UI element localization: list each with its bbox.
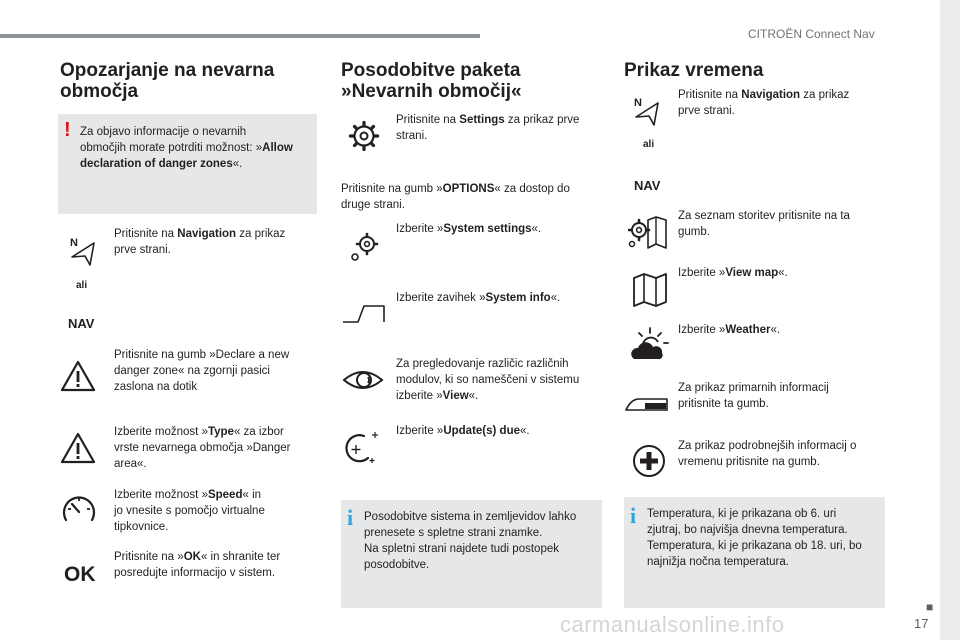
step-speed: Izberite možnost »Speed« in jo vnesite s pomočjo virtualne tipkovnice. — [114, 489, 265, 533]
warning-icon: ! — [64, 119, 71, 141]
warning-triangle-icon — [60, 432, 96, 464]
navigation-arrow-icon — [68, 235, 98, 267]
step-system-info: Izberite zavihek »System info«. — [396, 292, 561, 304]
ali-label: ali — [643, 139, 655, 150]
step-settings: Pritisnite na Settings za prikaz prve strani. — [396, 114, 580, 142]
system-settings-icon — [348, 232, 380, 264]
header-title: CITROËN Connect Nav — [748, 27, 875, 41]
step-navigation: Pritisnite na Navigation za prikaz prve strani. — [114, 228, 286, 256]
nav-button-label: NAV — [634, 178, 661, 193]
step-navigation-weather: Pritisnite na Navigation za prikaz prve strani. — [678, 89, 850, 117]
warning-text: Za objavo informacije o nevarnih območjih morate potrditi možnost: »Allow declaration of danger zones«. — [80, 126, 293, 170]
step-view-modules: Za pregledovanje različic različnih modulov, ki so nameščeni v sistemu izberite »View«. — [396, 358, 580, 402]
tab-icon — [342, 302, 386, 326]
services-map-icon — [628, 216, 668, 250]
top-rule — [0, 34, 480, 38]
nav-button-label: NAV — [68, 316, 95, 331]
section-title-danger-zones: Opozarjanje na nevarna območja — [60, 60, 275, 102]
info-icon: i — [347, 505, 354, 530]
step-type: Izberite možnost »Type« za izbor vrste nevarnega območja »Danger area«. — [114, 426, 291, 470]
watermark: carmanualsonline.info — [560, 612, 785, 637]
options-paragraph: Pritisnite na gumb »OPTIONS« za dostop do druge strani. — [341, 183, 570, 211]
info-icon: i — [630, 503, 637, 528]
info-text-temperature: Temperatura, ki je prikazana ob 6. uri zjutraj, bo najvišja dnevna temperatura. Temperatura, ki je prikazana ob 18. uri, bo najnižja nočna temperatura. — [647, 508, 862, 568]
step-detailed-info: Za prikaz podrobnejših informacij o vremenu pritisnite na gumb. — [678, 440, 857, 468]
step-primary-info: Za prikaz primarnih informacij pritisnite ta gumb. — [678, 382, 829, 410]
eye-icon — [342, 366, 384, 394]
section-title-weather: Prikaz vremena — [624, 60, 764, 81]
map-icon — [632, 272, 668, 308]
warning-triangle-icon — [60, 360, 96, 392]
step-services: Za seznam storitev pritisnite na ta gumb. — [678, 210, 850, 238]
page-number: 17 — [914, 616, 929, 631]
step-weather: Izberite »Weather«. — [678, 324, 781, 336]
section-title-updates: Posodobitve paketa »Nevarnih območij« — [341, 60, 522, 102]
step-declare-zone: Pritisnite na gumb »Declare a new danger zone« na zgornji pasici zaslona na dotik — [114, 349, 290, 393]
side-strip — [940, 0, 960, 640]
gear-icon — [348, 120, 380, 152]
step-system-settings: Izberite »System settings«. — [396, 223, 542, 235]
step-ok: Pritisnite na »OK« in shranite ter posredujte informacijo v sistem. — [114, 551, 281, 579]
info-text-updates: Posodobitve sistema in zemljevidov lahko prenesete s spletne strani znamke. Na spletni strani najdete tudi postopek posodobitve. — [364, 511, 577, 571]
update-icon — [342, 428, 382, 468]
plus-circle-icon — [632, 444, 666, 478]
speedometer-icon — [60, 492, 98, 526]
weather-icon — [628, 326, 670, 362]
step-updates-due: Izberite »Update(s) due«. — [396, 425, 530, 437]
step-view-map: Izberite »View map«. — [678, 267, 788, 279]
svg-text:N: N — [70, 237, 78, 249]
primary-info-tab-icon — [625, 394, 669, 414]
svg-text:N: N — [634, 97, 642, 109]
navigation-arrow-icon — [632, 95, 662, 127]
page-marker: ■ — [926, 600, 934, 614]
ali-label: ali — [76, 280, 88, 291]
ok-button-label: OK — [64, 563, 96, 586]
